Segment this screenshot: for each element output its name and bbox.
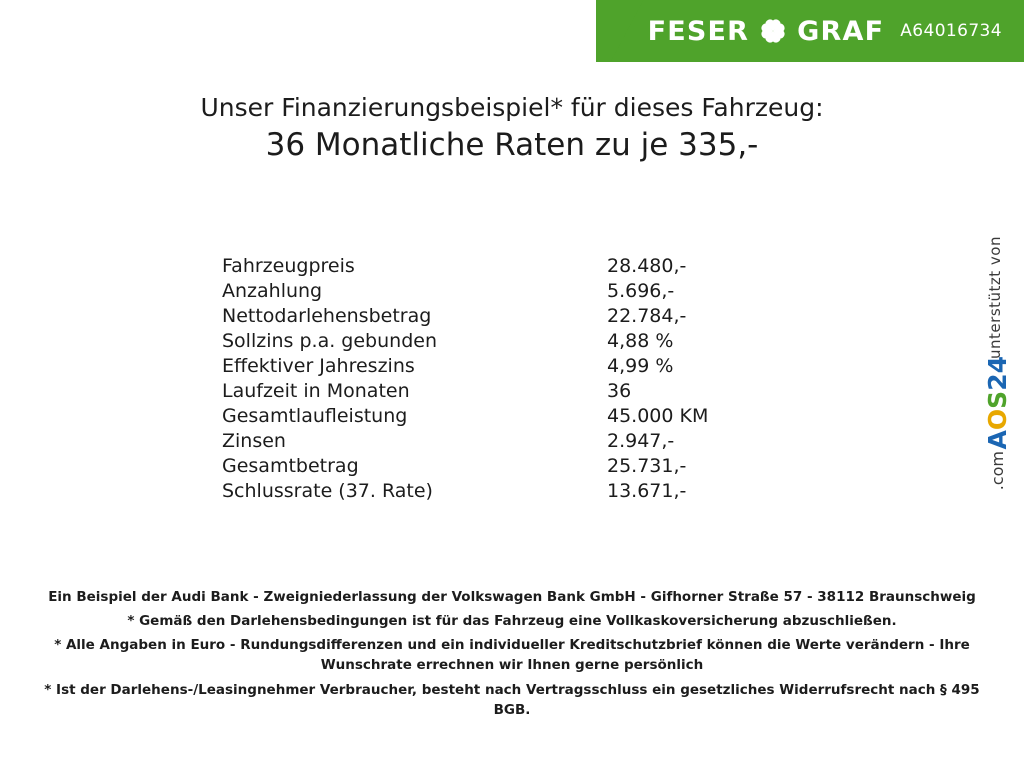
- detail-label: Nettodarlehensbetrag: [222, 305, 432, 327]
- table-row: [222, 405, 762, 430]
- detail-value: 28.480,-: [607, 255, 687, 277]
- detail-label: Zinsen: [222, 430, 286, 452]
- detail-label: Gesamtlaufleistung: [222, 405, 408, 427]
- table-row: [222, 280, 762, 305]
- detail-value: 45.000 KM: [607, 405, 709, 427]
- table-row: [222, 355, 762, 380]
- feser-graf-logo: [647, 15, 885, 47]
- brand-word-feser: FESER: [647, 15, 750, 47]
- aos24-number: 24: [983, 356, 1012, 391]
- detail-label: Sollzins p.a. gebunden: [222, 330, 437, 352]
- supported-by-sidebar: [984, 236, 1018, 556]
- brand-word-graf: GRAF: [797, 15, 885, 47]
- aos24-letter-a: A: [983, 430, 1012, 450]
- reference-code: A64016734: [900, 21, 1002, 41]
- detail-value: 5.696,-: [607, 280, 675, 302]
- footnote-line: Ein Beispiel der Audi Bank - Zweigniederlassung der Volkswagen Bank GmbH - Gifhorner Straße 57 - 38112 Braunschweig: [48, 588, 976, 605]
- detail-value: 22.784,-: [607, 305, 687, 327]
- aos24-logo: [985, 356, 1010, 449]
- table-row: [222, 305, 762, 330]
- table-row: [222, 380, 762, 405]
- supported-by-label: unterstützt von: [986, 236, 1004, 359]
- table-row: [222, 430, 762, 455]
- detail-label: Anzahlung: [222, 280, 323, 302]
- detail-value: 25.731,-: [607, 455, 687, 477]
- footnote-line: * Gemäß den Darlehensbedingungen ist für das Fahrzeug eine Vollkaskoversicherung abzuschließen.: [127, 612, 897, 629]
- detail-value: 13.671,-: [607, 480, 687, 502]
- table-row: [222, 455, 762, 480]
- page-title: [0, 92, 1024, 166]
- finance-details-table: [222, 255, 762, 505]
- footnote-line: * Ist der Darlehens-/Leasingnehmer Verbraucher, besteht nach Vertragsschluss ein gesetzliches Widerrufsrecht nach § 495 BGB.: [44, 681, 980, 718]
- clover-icon: [760, 18, 786, 44]
- aos24-letter-o: O: [983, 408, 1012, 431]
- detail-label: Fahrzeugpreis: [222, 255, 355, 277]
- detail-label: Gesamtbetrag: [222, 455, 359, 477]
- detail-label: Effektiver Jahreszins: [222, 355, 415, 377]
- detail-value: 4,88 %: [607, 330, 674, 352]
- detail-value: 2.947,-: [607, 430, 675, 452]
- table-row: [222, 255, 762, 280]
- detail-value: 36: [607, 380, 632, 402]
- aos24-letter-s: S: [983, 390, 1012, 409]
- detail-label: Schlussrate (37. Rate): [222, 480, 433, 502]
- header-banner: [596, 0, 1024, 62]
- table-row: [222, 480, 762, 505]
- title-line-2: 36 Monatliche Raten zu je 335,-: [265, 127, 759, 164]
- aos24-domain-suffix: .com: [988, 451, 1007, 491]
- detail-value: 4,99 %: [607, 355, 674, 377]
- footnote-line: * Alle Angaben in Euro - Rundungsdifferenzen und ein individueller Kreditschutzbrief können die Werte verändern - Ihre Wunschrate errechnen wir Ihnen gerne persönlich: [54, 637, 970, 674]
- detail-label: Laufzeit in Monaten: [222, 380, 410, 402]
- title-line-1: Unser Finanzierungsbeispiel* für dieses Fahrzeug:: [200, 93, 824, 122]
- table-row: [222, 330, 762, 355]
- footnotes: [40, 587, 984, 725]
